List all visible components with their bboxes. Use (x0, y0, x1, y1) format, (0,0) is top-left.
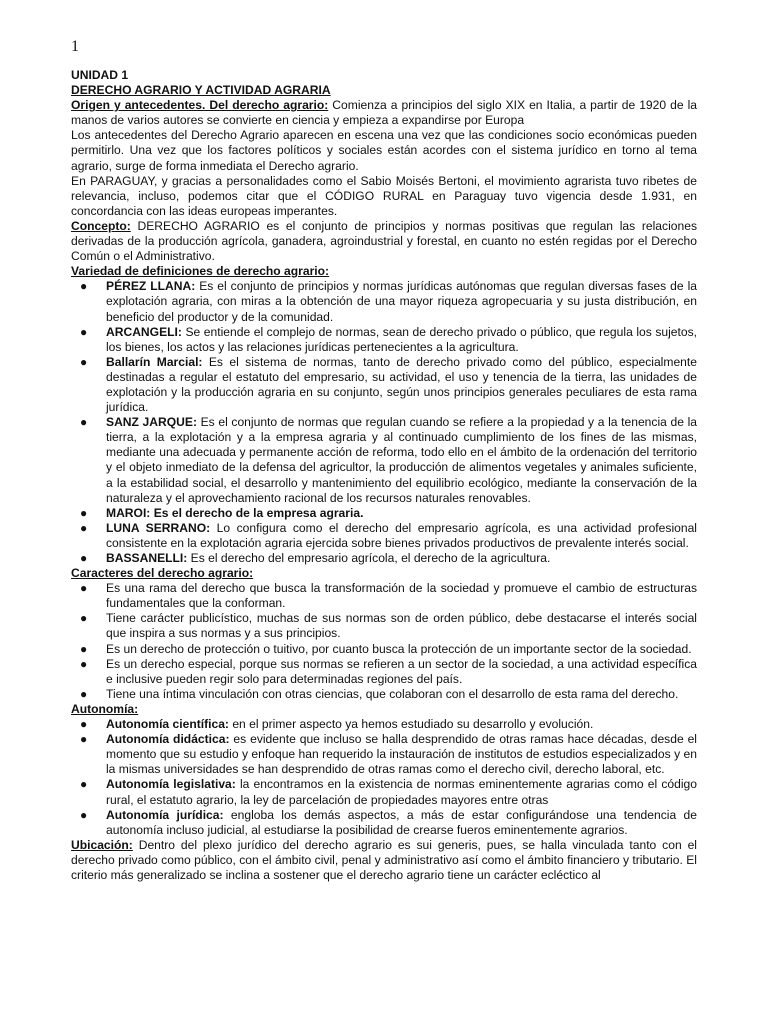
autonomy-label: Autonomía jurídica: (106, 807, 224, 822)
bullet-icon: ● (80, 581, 88, 596)
autonomy-text: es evidente que incluso se halla desprendido de otras ramas hace décadas, desde el momento que su estudio y enfoque han requerido la instauración de institutos de estudios especializados y en la mismas universidades se han desprendido de otras ramas como el derecho civil, derecho laboral, etc. (106, 732, 697, 777)
antecedents-paragraph: Los antecedentes del Derecho Agrario aparecen en escena una vez que las condiciones socio económicas pueden permitirlo. Una vez que los factores políticos y sociales están acordes con el sistema jurídico en torno al tema agrario, surge de forma inmediata el Derecho agrario. (71, 128, 697, 173)
main-heading-text: DERECHO AGRARIO Y ACTIVIDAD AGRARIA (71, 83, 331, 98)
list-item (71, 808, 697, 838)
list-item (71, 732, 697, 777)
list-item (71, 279, 697, 324)
autonomy-label: Autonomía didáctica: (106, 732, 230, 747)
character-text: Es una rama del derecho que busca la transformación de la sociedad y promueve el cambio de estructuras fundamentales que la conforman. (106, 581, 697, 611)
definition-author: ARCANGELI: (106, 324, 182, 339)
list-item (71, 657, 697, 687)
bullet-icon: ● (80, 520, 88, 535)
bullet-icon: ● (80, 777, 88, 792)
list-item (71, 415, 697, 506)
concept-heading: Concepto: (71, 218, 131, 233)
main-heading (71, 83, 697, 98)
list-item (71, 325, 697, 355)
character-text: Es un derecho de protección o tuitivo, por cuanto busca la protección de un importante sector de la sociedad. (106, 641, 692, 656)
autonomy-heading (71, 702, 697, 717)
bullet-icon: ● (80, 551, 88, 565)
bullet-icon: ● (80, 656, 88, 671)
bullet-icon: ● (80, 354, 88, 369)
list-item (71, 777, 697, 807)
page-number: 1 (71, 38, 79, 55)
definition-text: Es el sistema de normas, tanto de derecho privado como del público, especialmente destinadas a regular el estatuto del empresario, su actividad, el uso y tenencia de la tierra, las unidades de explotación y la producción agraria en su conjunto, según unos principios generales peculiares de esta rama jurídica. (106, 354, 697, 415)
unit-title: UNIDAD 1 (71, 68, 129, 82)
definition-text: Se entiende el complejo de normas, sean de derecho privado o público, que regula los sujetos, los bienes, los actos y las relaciones jurídicas pertenecientes a la agricultura. (106, 324, 697, 354)
definition-author: LUNA SERRANO: (106, 520, 211, 535)
definition-author: SANZ JARQUE: (106, 415, 197, 430)
definitions-heading-text: Variedad de definiciones de derecho agrario: (71, 264, 330, 279)
origin-text: Comienza a principios del siglo XIX en Italia, a partir de 1920 de la manos de varios autores se convierte en ciencia y empieza a expandirse por Europa (71, 98, 697, 128)
autonomy-heading-text: Autonomía: (71, 701, 139, 716)
bullet-icon: ● (80, 415, 88, 430)
location-paragraph (71, 838, 697, 883)
list-item (71, 521, 697, 551)
concept-text: DERECHO AGRARIO es el conjunto de principios y normas positivas que regulan las relaciones derivadas de la producción agrícola, ganadera, agroindustrial y forestal, en cuanto no estén regidas por el Derecho Común o el Administrativo. (71, 218, 697, 264)
origin-paragraph (71, 98, 697, 128)
definition-author: BASSANELLI: (106, 551, 188, 565)
list-item (71, 687, 697, 702)
document-body (71, 68, 697, 883)
definition-text: Es el derecho del empresario agrícola, el derecho de la agricultura. (187, 551, 551, 565)
list-item (71, 642, 697, 657)
bullet-icon: ● (80, 279, 88, 294)
location-text: Dentro del plexo jurídico del derecho agrario es sui generis, pues, se halla vinculada tanto con el derecho privado como público, con el ámbito civil, penal y administrativo así como el ámbito financiero y tributario. El criterio más generalizado se inclina a sostener que el derecho agrario tiene un carácter ecléctico al (71, 837, 697, 882)
definition-author: MAROI: (106, 505, 151, 520)
list-item (71, 581, 697, 611)
bullet-icon: ● (80, 732, 88, 747)
list-item (71, 506, 697, 521)
autonomy-list (71, 717, 697, 838)
character-text: Tiene carácter publicístico, muchas de sus normas son de orden público, debe destacarse el interés social que inspira a sus normas y a sus principios. (106, 611, 697, 641)
list-item (71, 717, 697, 732)
list-item (71, 611, 697, 641)
autonomy-label: Autonomía científica: (106, 717, 229, 732)
concept-paragraph (71, 219, 697, 264)
list-item (71, 355, 697, 415)
bullet-icon: ● (80, 686, 88, 701)
autonomy-label: Autonomía legislativa: (106, 777, 236, 792)
list-item (71, 551, 697, 566)
definition-text: Es el conjunto de principios y normas jurídicas autónomas que regulan diversas fases de la explotación agraria, con miras a la obtención de una mayor riqueza agropecuaria y su justa distribución, en beneficio del productor y de la comunidad. (106, 279, 697, 324)
autonomy-text: engloba los demás aspectos, a más de estar configurándose una tendencia de autonomía incluso judicial, al estudiarse la posibilidad de crearse fueros eminentemente agrarios. (106, 807, 697, 837)
characters-heading (71, 566, 697, 581)
definition-author: Ballarín Marcial: (106, 354, 203, 369)
bullet-icon: ● (80, 807, 88, 822)
location-heading: Ubicación: (71, 837, 133, 852)
character-text: Tiene una íntima vinculación con otras ciencias, que colaboran con el desarrollo de esta rama del derecho. (106, 686, 679, 701)
characters-list (71, 581, 697, 702)
definition-text: Es el conjunto de normas que regulan cuando se refiere a la propiedad y a la tenencia de la tierra, a la explotación y a la empresa agraria y al continuado cumplimiento de los fines de las mismas, mediante una adecuada y permanente acción de reforma, todo ello en el ámbito de la ordenación del territorio y el objeto inmediato de la defensa del agricultor, la producción de alimentos vegetales y animales suficiente, a la estabilidad social, el desarrollo y mantenimiento del equilibrio ecológico, mediante la conservación de la naturaleza y el aprovechamiento racional de los recursos naturales renovables. (106, 415, 697, 505)
definition-author: PÉREZ LLANA: (106, 279, 196, 294)
definition-text: Es el derecho de la empresa agraria. (150, 505, 364, 520)
characters-heading-text: Caracteres del derecho agrario: (71, 566, 254, 581)
paraguay-paragraph: En PARAGUAY, y gracias a personalidades como el Sabio Moisés Bertoni, el movimiento agrarista tuvo ribetes de relevancia, incluso, podemos citar que el CÓDIGO RURAL en Paraguay tuvo vigencia desde 1.931, en concordancia con las ideas europeas imperantes. (71, 173, 697, 218)
bullet-icon: ● (80, 324, 88, 339)
definitions-heading (71, 264, 697, 279)
definition-text: Lo configura como el derecho del empresario agrícola, es una actividad profesional consistente en la explotación agraria ejercida sobre bienes privados productivos de prevalente interés social. (106, 520, 697, 550)
bullet-icon: ● (80, 717, 88, 732)
origin-heading: Origen y antecedentes. Del derecho agrario: (71, 98, 329, 113)
bullet-icon: ● (80, 505, 88, 520)
bullet-icon: ● (80, 611, 88, 626)
definitions-list (71, 279, 697, 566)
character-text: Es un derecho especial, porque sus normas se refieren a un sector de la sociedad, a una actividad específica e inclusive pueden regir solo para determinadas regiones del país. (106, 656, 697, 686)
autonomy-text: la encontramos en la existencia de normas eminentemente agrarias como el código rural, el estatuto agrario, la ley de parcelación de propiedades mayores entre otras (106, 777, 697, 807)
autonomy-text: en el primer aspecto ya hemos estudiado su desarrollo y evolución. (228, 717, 594, 732)
bullet-icon: ● (80, 641, 88, 656)
